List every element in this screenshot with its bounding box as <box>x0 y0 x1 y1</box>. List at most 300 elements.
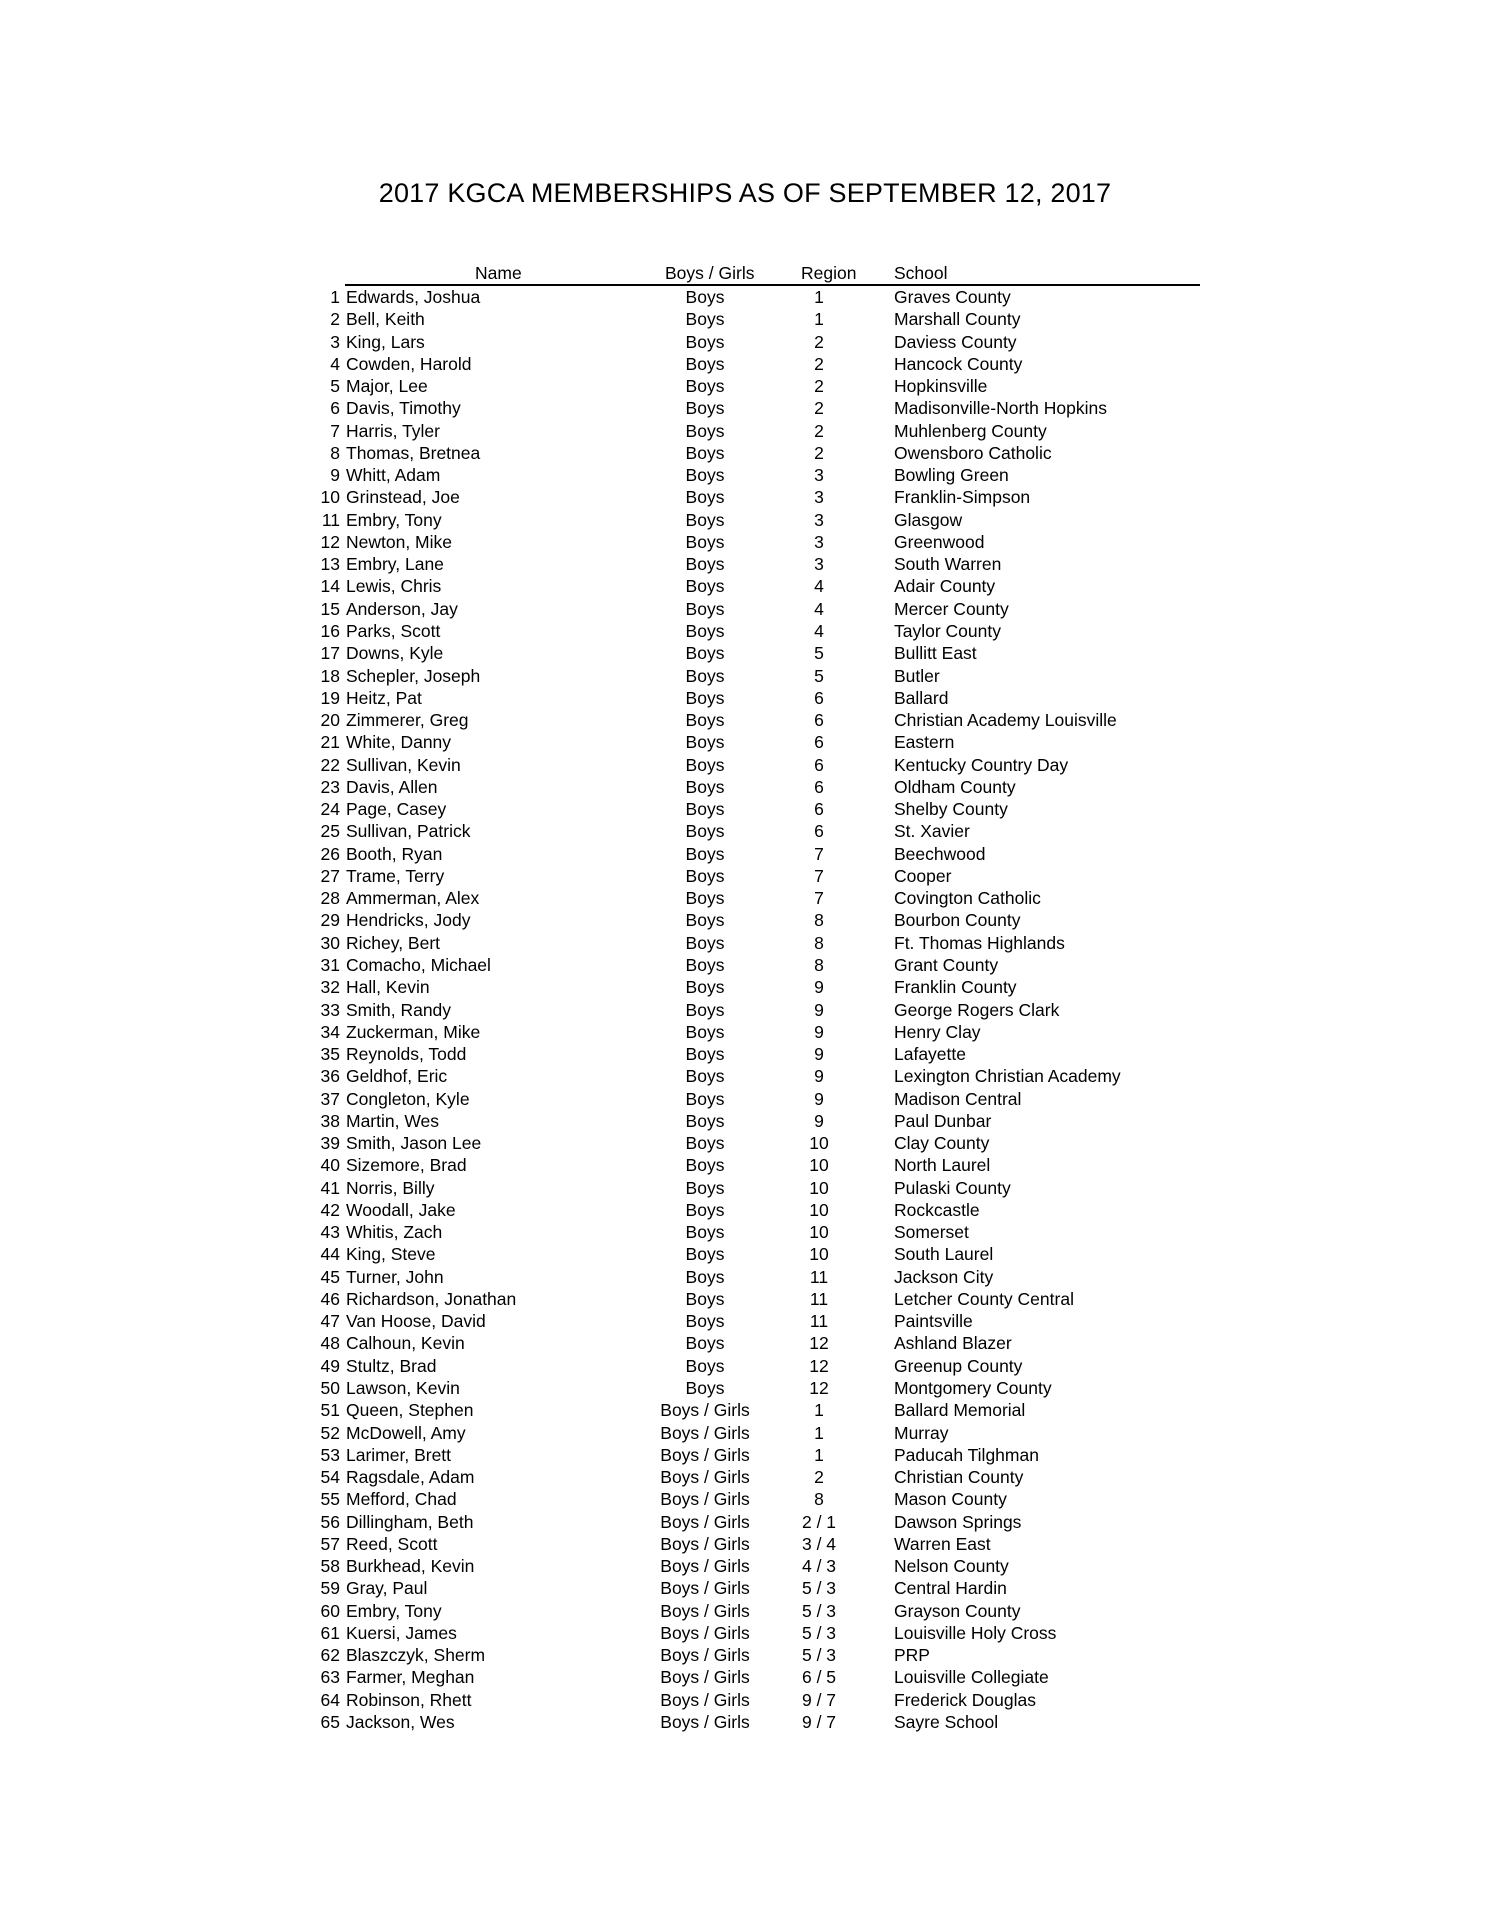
member-boys-girls: Boys / Girls <box>660 1444 750 1465</box>
member-boys-girls: Boys <box>685 1044 725 1065</box>
member-name: Booth, Ryan <box>346 843 443 864</box>
member-region: 10 <box>809 1244 829 1265</box>
member-boys-girls: Boys <box>685 465 725 486</box>
member-school: St. Xavier <box>894 821 970 842</box>
row-number: 48 <box>320 1333 340 1354</box>
member-name: Zuckerman, Mike <box>346 1021 481 1042</box>
member-school: Ballard Memorial <box>894 1400 1026 1421</box>
member-boys-girls: Boys <box>685 1155 725 1176</box>
member-school: Taylor County <box>894 620 1001 641</box>
member-boys-girls: Boys <box>685 1378 725 1399</box>
member-school: Ft. Thomas Highlands <box>894 932 1065 953</box>
table-row <box>310 1533 1200 1555</box>
member-region: 1 <box>814 309 824 330</box>
row-number: 50 <box>320 1378 340 1399</box>
member-boys-girls: Boys <box>685 1244 725 1265</box>
row-number: 55 <box>320 1489 340 1510</box>
member-boys-girls: Boys <box>685 1066 725 1087</box>
row-number: 5 <box>330 376 340 397</box>
member-school: Henry Clay <box>894 1021 981 1042</box>
member-region: 5 / 3 <box>801 1600 837 1621</box>
member-name: Van Hoose, David <box>346 1311 486 1332</box>
member-school: Rockcastle <box>894 1199 980 1220</box>
table-row <box>310 1177 1200 1199</box>
table-row <box>310 642 1200 664</box>
table-row <box>310 798 1200 820</box>
member-name: Sullivan, Patrick <box>346 821 471 842</box>
table-row <box>310 1266 1200 1288</box>
member-name: Lewis, Chris <box>346 576 442 597</box>
row-number: 61 <box>320 1622 340 1643</box>
member-region: 7 <box>814 888 824 909</box>
row-number: 26 <box>320 843 340 864</box>
member-region: 4 <box>814 598 824 619</box>
row-number: 3 <box>330 331 340 352</box>
member-region: 9 <box>814 1110 824 1131</box>
member-school: Louisville Holy Cross <box>894 1622 1057 1643</box>
member-name: Grinstead, Joe <box>346 487 460 508</box>
table-row <box>310 976 1200 998</box>
member-region: 1 <box>814 1422 824 1443</box>
member-school: Eastern <box>894 732 955 753</box>
table-row <box>310 1355 1200 1377</box>
table-row <box>310 575 1200 597</box>
member-region: 12 <box>809 1333 829 1354</box>
member-school: Madisonville-North Hopkins <box>894 398 1107 419</box>
row-number: 32 <box>320 977 340 998</box>
member-school: Muhlenberg County <box>894 420 1047 441</box>
member-region: 11 <box>809 1288 829 1309</box>
row-number: 13 <box>320 554 340 575</box>
member-boys-girls: Boys <box>685 1311 725 1332</box>
member-region: 1 <box>814 1444 824 1465</box>
row-number: 7 <box>330 420 340 441</box>
member-region: 1 <box>814 1400 824 1421</box>
member-region: 8 <box>814 1489 824 1510</box>
member-name: Robinson, Rhett <box>346 1689 472 1710</box>
member-school: Montgomery County <box>894 1378 1052 1399</box>
table-row <box>310 1132 1200 1154</box>
row-number: 4 <box>330 353 340 374</box>
table-row <box>310 1199 1200 1221</box>
member-boys-girls: Boys <box>685 442 725 463</box>
member-school: Paul Dunbar <box>894 1110 992 1131</box>
membership-table <box>310 262 1200 1733</box>
member-boys-girls: Boys / Girls <box>660 1622 750 1643</box>
member-name: Ragsdale, Adam <box>346 1467 475 1488</box>
row-number: 64 <box>320 1689 340 1710</box>
row-number: 30 <box>320 932 340 953</box>
table-row <box>310 999 1200 1021</box>
member-boys-girls: Boys <box>685 977 725 998</box>
header-school: School <box>894 263 948 283</box>
member-region: 5 <box>814 665 824 686</box>
member-name: Page, Casey <box>346 799 447 820</box>
member-boys-girls: Boys / Girls <box>660 1511 750 1532</box>
member-region: 3 <box>814 465 824 486</box>
table-row <box>310 1110 1200 1132</box>
member-region: 9 / 7 <box>801 1712 837 1732</box>
header-name: Name <box>475 263 522 283</box>
member-region: 2 <box>814 1467 824 1488</box>
member-boys-girls: Boys <box>685 1110 725 1131</box>
member-school: Murray <box>894 1422 949 1443</box>
member-school: Sayre School <box>894 1712 999 1732</box>
table-row <box>310 909 1200 931</box>
member-region: 2 <box>814 331 824 352</box>
member-name: Whitis, Zach <box>346 1222 443 1243</box>
row-number: 19 <box>320 687 340 708</box>
table-row <box>310 1399 1200 1421</box>
member-boys-girls: Boys <box>685 865 725 886</box>
member-name: Smith, Jason Lee <box>346 1133 482 1154</box>
member-name: Blaszczyk, Sherm <box>346 1645 486 1666</box>
member-school: Owensboro Catholic <box>894 442 1052 463</box>
table-row <box>310 308 1200 330</box>
table-row <box>310 1065 1200 1087</box>
member-school: Hopkinsville <box>894 376 988 397</box>
table-row <box>310 1511 1200 1533</box>
member-boys-girls: Boys / Girls <box>660 1645 750 1666</box>
member-region: 6 <box>814 687 824 708</box>
row-number: 45 <box>320 1266 340 1287</box>
member-name: Richardson, Jonathan <box>346 1288 517 1309</box>
member-boys-girls: Boys <box>685 531 725 552</box>
member-name: Trame, Terry <box>346 865 445 886</box>
member-school: Ballard <box>894 687 949 708</box>
table-row <box>310 375 1200 397</box>
member-region: 3 <box>814 554 824 575</box>
member-region: 9 / 7 <box>801 1689 837 1710</box>
member-boys-girls: Boys <box>685 554 725 575</box>
member-region: 9 <box>814 1066 824 1087</box>
member-school: Marshall County <box>894 309 1021 330</box>
row-number: 60 <box>320 1600 340 1621</box>
table-row <box>310 486 1200 508</box>
member-school: Pulaski County <box>894 1177 1011 1198</box>
member-region: 7 <box>814 865 824 886</box>
table-row <box>310 754 1200 776</box>
member-name: Mefford, Chad <box>346 1489 457 1510</box>
row-number: 36 <box>320 1066 340 1087</box>
row-number: 59 <box>320 1578 340 1599</box>
table-row <box>310 1577 1200 1599</box>
member-school: Clay County <box>894 1133 990 1154</box>
member-school: Somerset <box>894 1222 969 1243</box>
member-school: Cooper <box>894 865 952 886</box>
member-name: Sullivan, Kevin <box>346 754 461 775</box>
member-boys-girls: Boys <box>685 1355 725 1376</box>
row-number: 12 <box>320 531 340 552</box>
member-region: 6 / 5 <box>801 1667 837 1688</box>
member-boys-girls: Boys <box>685 799 725 820</box>
member-name: Larimer, Brett <box>346 1444 452 1465</box>
member-school: Christian County <box>894 1467 1024 1488</box>
member-name: King, Lars <box>346 331 425 352</box>
member-school: Letcher County Central <box>894 1288 1074 1309</box>
member-school: PRP <box>894 1645 930 1666</box>
member-name: Smith, Randy <box>346 999 452 1020</box>
member-school: Mason County <box>894 1489 1007 1510</box>
member-school: North Laurel <box>894 1155 991 1176</box>
member-boys-girls: Boys <box>685 776 725 797</box>
member-name: Edwards, Joshua <box>346 287 481 307</box>
member-region: 7 <box>814 843 824 864</box>
row-number: 40 <box>320 1155 340 1176</box>
member-name: King, Steve <box>346 1244 436 1265</box>
row-number: 22 <box>320 754 340 775</box>
member-boys-girls: Boys <box>685 710 725 731</box>
member-region: 3 <box>814 531 824 552</box>
table-row <box>310 1466 1200 1488</box>
member-school: Warren East <box>894 1533 991 1554</box>
row-number: 65 <box>320 1712 340 1732</box>
member-region: 9 <box>814 1088 824 1109</box>
member-region: 10 <box>809 1155 829 1176</box>
member-region: 2 / 1 <box>801 1511 837 1532</box>
member-boys-girls: Boys / Girls <box>660 1578 750 1599</box>
table-row <box>310 709 1200 731</box>
row-number: 8 <box>330 442 340 463</box>
member-name: Ammerman, Alex <box>346 888 480 909</box>
member-school: Frederick Douglas <box>894 1689 1036 1710</box>
member-name: Embry, Lane <box>346 554 444 575</box>
row-number: 52 <box>320 1422 340 1443</box>
member-region: 3 / 4 <box>801 1533 837 1554</box>
member-boys-girls: Boys <box>685 1266 725 1287</box>
row-number: 10 <box>320 487 340 508</box>
member-name: Schepler, Joseph <box>346 665 481 686</box>
table-row <box>310 687 1200 709</box>
member-school: Paintsville <box>894 1311 973 1332</box>
member-boys-girls: Boys <box>685 821 725 842</box>
member-region: 2 <box>814 398 824 419</box>
member-region: 9 <box>814 1044 824 1065</box>
row-number: 9 <box>330 465 340 486</box>
member-boys-girls: Boys <box>685 1222 725 1243</box>
member-name: Thomas, Bretnea <box>346 442 481 463</box>
table-row <box>310 865 1200 887</box>
table-row <box>310 1288 1200 1310</box>
table-row <box>310 1221 1200 1243</box>
row-number: 39 <box>320 1133 340 1154</box>
page-title: 2017 KGCA MEMBERSHIPS AS OF SEPTEMBER 12, 2017 <box>378 178 1112 208</box>
member-school: Paducah Tilghman <box>894 1444 1039 1465</box>
member-boys-girls: Boys <box>685 643 725 664</box>
member-name: Parks, Scott <box>346 620 441 641</box>
row-number: 42 <box>320 1199 340 1220</box>
member-boys-girls: Boys / Girls <box>660 1489 750 1510</box>
member-school: Glasgow <box>894 509 963 530</box>
member-region: 2 <box>814 420 824 441</box>
member-school: Christian Academy Louisville <box>894 710 1117 731</box>
row-number: 37 <box>320 1088 340 1109</box>
member-boys-girls: Boys <box>685 509 725 530</box>
member-school: Grayson County <box>894 1600 1021 1621</box>
member-school: Nelson County <box>894 1556 1009 1577</box>
row-number: 28 <box>320 888 340 909</box>
member-region: 6 <box>814 776 824 797</box>
table-row <box>310 1555 1200 1577</box>
member-region: 11 <box>809 1266 829 1287</box>
member-school: Bowling Green <box>894 465 1009 486</box>
member-school: Beechwood <box>894 843 986 864</box>
table-row <box>310 1310 1200 1332</box>
row-number: 2 <box>330 309 340 330</box>
member-school: Jackson City <box>894 1266 994 1287</box>
member-school: Dawson Springs <box>894 1511 1022 1532</box>
table-row <box>310 887 1200 909</box>
table-row <box>310 397 1200 419</box>
member-boys-girls: Boys <box>685 287 725 307</box>
member-region: 2 <box>814 376 824 397</box>
member-school: Graves County <box>894 287 1011 307</box>
member-name: Turner, John <box>346 1266 444 1287</box>
member-school: Butler <box>894 665 940 686</box>
member-region: 5 / 3 <box>801 1645 837 1666</box>
member-boys-girls: Boys / Girls <box>660 1400 750 1421</box>
member-region: 10 <box>809 1177 829 1198</box>
member-school: Franklin County <box>894 977 1017 998</box>
member-region: 10 <box>809 1222 829 1243</box>
row-number: 25 <box>320 821 340 842</box>
member-name: Kuersi, James <box>346 1622 457 1643</box>
table-row <box>310 331 1200 353</box>
row-number: 29 <box>320 910 340 931</box>
member-name: Comacho, Michael <box>346 954 491 975</box>
member-boys-girls: Boys <box>685 1088 725 1109</box>
member-boys-girls: Boys <box>685 1199 725 1220</box>
member-school: Madison Central <box>894 1088 1022 1109</box>
member-school: South Warren <box>894 554 1002 575</box>
row-number: 51 <box>320 1400 340 1421</box>
member-school: Kentucky Country Day <box>894 754 1069 775</box>
header-region: Region <box>801 263 857 283</box>
row-number: 18 <box>320 665 340 686</box>
table-row <box>310 776 1200 798</box>
member-boys-girls: Boys <box>685 1288 725 1309</box>
row-number: 41 <box>320 1177 340 1198</box>
member-school: Franklin-Simpson <box>894 487 1031 508</box>
member-name: Harris, Tyler <box>346 420 440 441</box>
row-number: 44 <box>320 1244 340 1265</box>
member-name: Cowden, Harold <box>346 353 472 374</box>
member-name: Burkhead, Kevin <box>346 1556 475 1577</box>
member-name: Gray, Paul <box>346 1578 428 1599</box>
member-boys-girls: Boys <box>685 487 725 508</box>
member-name: Queen, Stephen <box>346 1400 474 1421</box>
table-row <box>310 954 1200 976</box>
member-region: 9 <box>814 977 824 998</box>
row-number: 31 <box>320 954 340 975</box>
member-boys-girls: Boys / Girls <box>660 1712 750 1732</box>
member-name: Congleton, Kyle <box>346 1088 470 1109</box>
member-school: Adair County <box>894 576 996 597</box>
row-number: 14 <box>320 576 340 597</box>
member-boys-girls: Boys / Girls <box>660 1689 750 1710</box>
member-name: Embry, Tony <box>346 1600 442 1621</box>
row-number: 20 <box>320 710 340 731</box>
row-number: 17 <box>320 643 340 664</box>
table-header <box>345 262 1200 286</box>
member-school: Oldham County <box>894 776 1016 797</box>
table-row <box>310 731 1200 753</box>
member-boys-girls: Boys <box>685 732 725 753</box>
member-name: White, Danny <box>346 732 452 753</box>
table-row <box>310 843 1200 865</box>
table-row <box>310 665 1200 687</box>
member-region: 6 <box>814 732 824 753</box>
member-boys-girls: Boys <box>685 888 725 909</box>
row-number: 56 <box>320 1511 340 1532</box>
row-number: 1 <box>330 287 340 307</box>
member-boys-girls: Boys <box>685 576 725 597</box>
member-boys-girls: Boys <box>685 1333 725 1354</box>
table-row <box>310 620 1200 642</box>
member-boys-girls: Boys / Girls <box>660 1422 750 1443</box>
member-region: 9 <box>814 1021 824 1042</box>
member-region: 5 / 3 <box>801 1578 837 1599</box>
member-boys-girls: Boys <box>685 331 725 352</box>
member-boys-girls: Boys <box>685 665 725 686</box>
member-boys-girls: Boys <box>685 954 725 975</box>
table-row <box>310 932 1200 954</box>
table-row <box>310 1377 1200 1399</box>
member-name: McDowell, Amy <box>346 1422 466 1443</box>
member-name: Major, Lee <box>346 376 428 397</box>
member-school: Bourbon County <box>894 910 1021 931</box>
row-number: 34 <box>320 1021 340 1042</box>
member-school: Covington Catholic <box>894 888 1041 909</box>
member-boys-girls: Boys <box>685 1133 725 1154</box>
member-region: 2 <box>814 353 824 374</box>
row-number: 49 <box>320 1355 340 1376</box>
member-boys-girls: Boys <box>685 910 725 931</box>
member-region: 11 <box>809 1311 829 1332</box>
member-boys-girls: Boys <box>685 999 725 1020</box>
member-boys-girls: Boys <box>685 1021 725 1042</box>
row-number: 23 <box>320 776 340 797</box>
row-number: 24 <box>320 799 340 820</box>
member-name: Norris, Billy <box>346 1177 435 1198</box>
member-name: Reed, Scott <box>346 1533 438 1554</box>
member-region: 4 / 3 <box>801 1556 837 1577</box>
table-row <box>310 1689 1200 1711</box>
member-name: Martin, Wes <box>346 1110 440 1131</box>
member-region: 8 <box>814 954 824 975</box>
member-region: 5 / 3 <box>801 1622 837 1643</box>
member-region: 1 <box>814 287 824 307</box>
table-row <box>310 1422 1200 1444</box>
table-row <box>310 1444 1200 1466</box>
member-region: 10 <box>809 1199 829 1220</box>
table-row <box>310 464 1200 486</box>
member-name: Zimmerer, Greg <box>346 710 469 731</box>
member-name: Lawson, Kevin <box>346 1378 460 1399</box>
table-row <box>310 820 1200 842</box>
member-boys-girls: Boys / Girls <box>660 1533 750 1554</box>
row-number: 47 <box>320 1311 340 1332</box>
table-row <box>310 1088 1200 1110</box>
row-number: 58 <box>320 1556 340 1577</box>
member-name: Geldhof, Eric <box>346 1066 448 1087</box>
member-boys-girls: Boys / Girls <box>660 1556 750 1577</box>
row-number: 62 <box>320 1645 340 1666</box>
member-school: Greenwood <box>894 531 985 552</box>
table-row <box>310 286 1200 308</box>
member-boys-girls: Boys <box>685 620 725 641</box>
member-boys-girls: Boys <box>685 376 725 397</box>
